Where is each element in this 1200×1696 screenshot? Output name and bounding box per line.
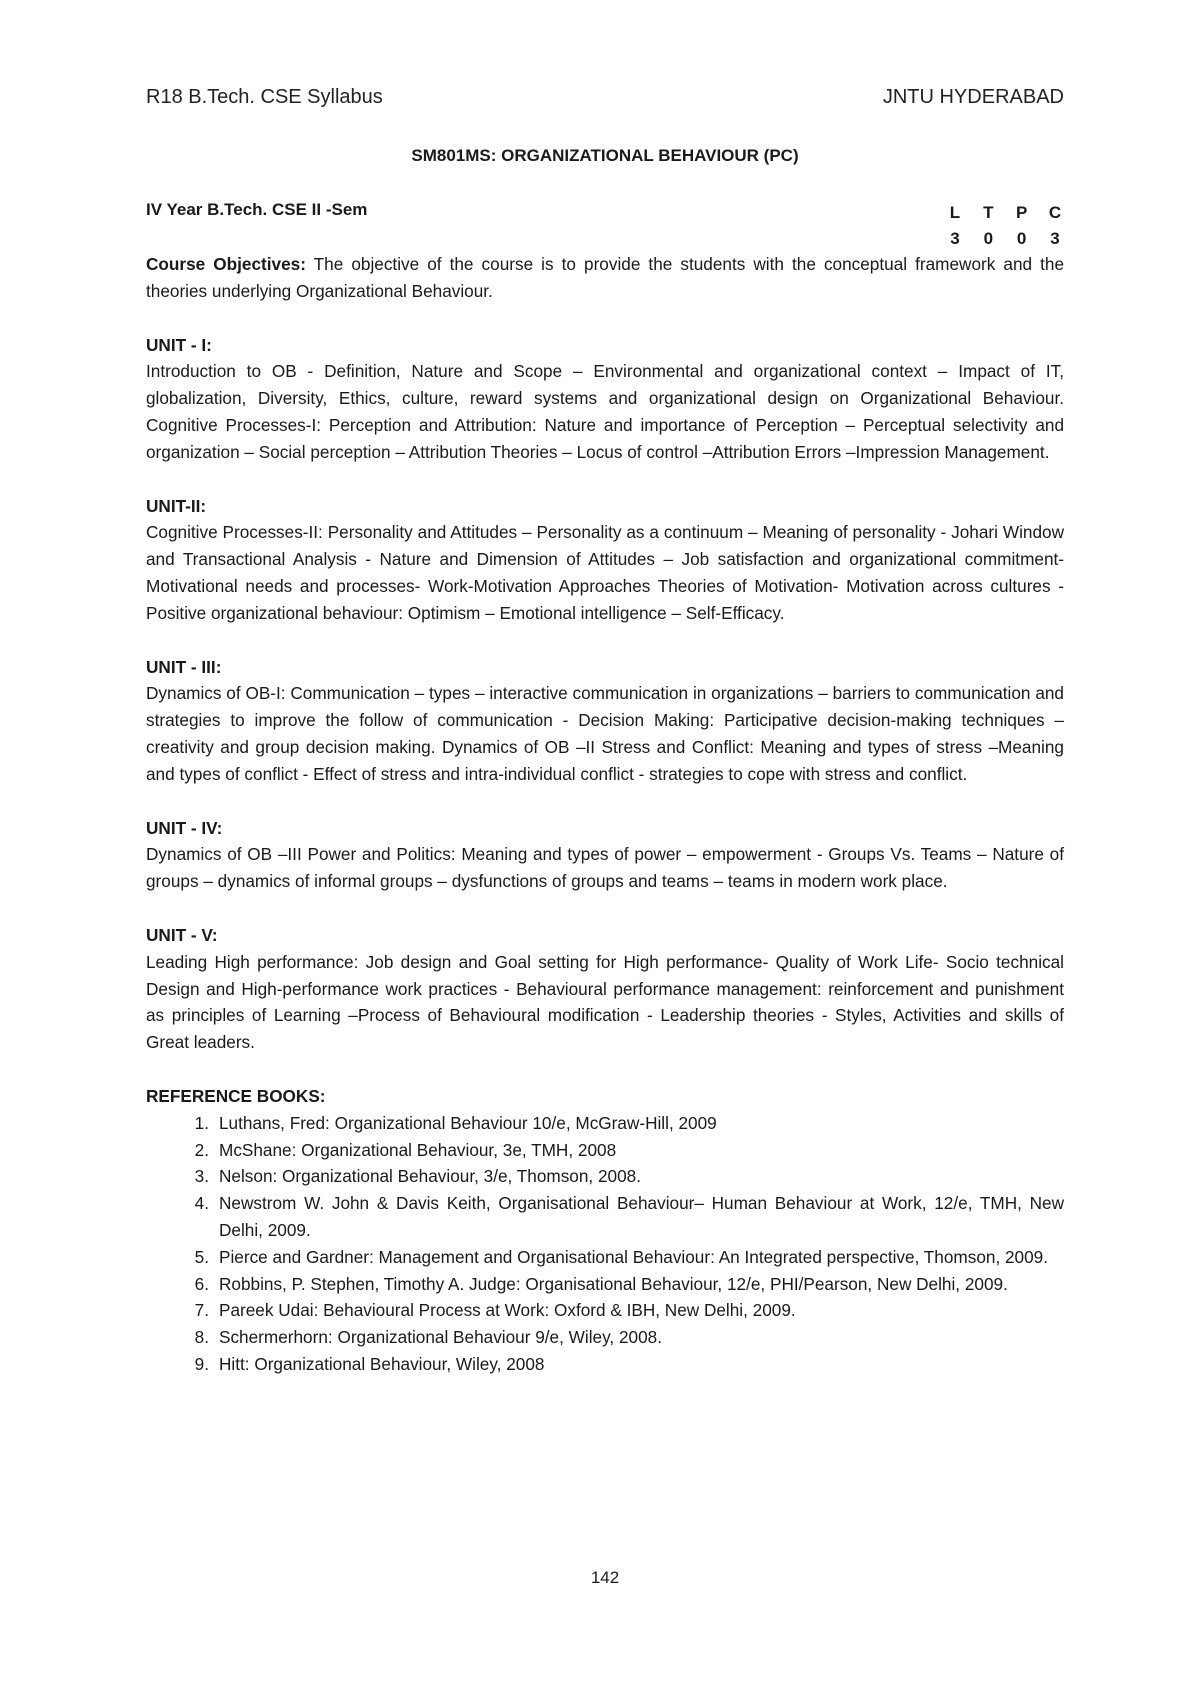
header-left: R18 B.Tech. CSE Syllabus: [146, 86, 383, 108]
reference-number: 3.: [194, 1166, 209, 1187]
unit-2: [146, 493, 1064, 627]
reference-number: 7.: [194, 1300, 209, 1321]
ltpc-label-l: L: [949, 203, 961, 222]
reference-number: 8.: [194, 1327, 209, 1348]
course-title: SM801MS: ORGANIZATIONAL BEHAVIOUR (PC): [411, 146, 799, 165]
reference-text: McShane: Organizational Behaviour, 3e, TMH, 2008: [219, 1139, 617, 1160]
reference-number: 5.: [194, 1246, 209, 1267]
unit-text: Dynamics of OB-I: Communication – types – interactive communication in organizations – barriers to communication and strategies to improve the follow of communication - Decision Making: Participative decision-making techniques – creativity and group decision making. Dynamics of OB –II Stress and Conflict: Meaning and types of stress –Meaning and types of conflict - Effect of stress and intra-individual conflict - strategies to cope with stress and conflict.: [146, 683, 1064, 784]
ltpc-label-t: T: [983, 203, 994, 222]
unit-text: Cognitive Processes-II: Personality and Attitudes – Personality as a continuum – Meaning of personality - Johari Window and Transactional Analysis - Nature and Dimension of Attitudes – Job satisfaction and organizational commitment-Motivational needs and processes- Work-Motivation Approaches Theories of Motivation- Motivation across cultures - Positive organizational behaviour: Optimism – Emotional intelligence – Self-Efficacy.: [146, 522, 1064, 623]
reference-text: Nelson: Organizational Behaviour, 3/e, Thomson, 2008.: [219, 1166, 641, 1187]
unit-heading: UNIT - III:: [146, 656, 222, 677]
objectives-label: Course Objectives:: [146, 254, 306, 274]
ltpc-value-l: 3: [950, 229, 960, 248]
reference-text: Newstrom W. John & Davis Keith, Organisational Behaviour– Human Behaviour at Work, 12/e, TMH, New Delhi, 2009.: [219, 1193, 1064, 1240]
unit-5: [146, 922, 1064, 1056]
reference-item: [194, 1163, 1064, 1190]
reference-item: [194, 1244, 1064, 1271]
unit-3: [146, 654, 1064, 788]
year-semester: IV Year B.Tech. CSE II -Sem: [146, 200, 368, 219]
reference-text: Robbins, P. Stephen, Timothy A. Judge: Organisational Behaviour, 12/e, PHI/Pearson, New Delhi, 2009.: [219, 1273, 1008, 1294]
unit-heading: UNIT - I:: [146, 334, 212, 355]
ltpc-table: [946, 200, 1064, 252]
reference-item: [194, 1137, 1064, 1164]
ltpc-labels: [946, 200, 1064, 226]
syllabus-content: [146, 251, 1064, 1378]
reference-text: Luthans, Fred: Organizational Behaviour 10/e, McGraw-Hill, 2009: [219, 1112, 717, 1133]
reference-item: [194, 1297, 1064, 1324]
reference-item: [194, 1324, 1064, 1351]
unit-heading: UNIT - IV:: [146, 817, 223, 838]
page-number: 142: [590, 1568, 620, 1587]
header-right: JNTU HYDERABAD: [882, 86, 1064, 108]
ltpc-values: [946, 226, 1064, 252]
ltpc-value-p: 0: [1016, 229, 1027, 248]
reference-text: Schermerhorn: Organizational Behaviour 9/e, Wiley, 2008.: [219, 1327, 662, 1348]
reference-item: [194, 1190, 1064, 1244]
objectives-text: The objective of the course is to provide the students with the conceptual framework and the theories underlying Organizational Behaviour.: [146, 254, 1065, 301]
reference-text: Hitt: Organizational Behaviour, Wiley, 2008: [219, 1353, 545, 1374]
references-heading: REFERENCE BOOKS:: [146, 1085, 326, 1106]
unit-text: Leading High performance: Job design and Goal setting for High performance- Quality of Work Life- Socio technical Design and High-performance work practices - Behavioural performance management: reinforcement and punishment as principles of Learning –Process of Behavioural modification - Leadership theories - Styles, Activities and skills of Great leaders.: [146, 951, 1064, 1053]
reference-text: Pareek Udai: Behavioural Process at Work: Oxford & IBH, New Delhi, 2009.: [219, 1300, 796, 1321]
reference-number: 1.: [194, 1112, 209, 1133]
ltpc-label-p: P: [1015, 203, 1028, 222]
unit-text: Introduction to OB - Definition, Nature and Scope – Environmental and organizational context – Impact of IT, globalization, Diversity, Ethics, culture, reward systems and organizational design on Organizational Behaviour. Cognitive Processes-I: Perception and Attribution: Nature and importance of Perception – Perceptual selectivity and organization – Social perception – Attribution Theories – Locus of control –Attribution Errors –Impression Management.: [146, 361, 1064, 462]
unit-heading: UNIT-II:: [146, 495, 207, 516]
reference-item: [194, 1271, 1064, 1298]
reference-number: 6.: [194, 1273, 209, 1294]
references-list: [146, 1110, 1064, 1378]
reference-number: 4.: [194, 1193, 209, 1214]
reference-number: 2.: [194, 1139, 209, 1160]
reference-item: [194, 1351, 1064, 1378]
unit-heading: UNIT - V:: [146, 924, 218, 945]
page-header: [146, 86, 1064, 109]
ltpc-label-c: C: [1048, 203, 1062, 222]
ltpc-value-t: 0: [983, 229, 994, 248]
unit-text: Dynamics of OB –III Power and Politics: Meaning and types of power – empowerment - Groups Vs. Teams – Nature of groups – dynamics of informal groups – dysfunctions of groups and teams – teams in modern work place.: [146, 844, 1064, 892]
ltpc-value-c: 3: [1050, 229, 1060, 248]
reference-item: [194, 1110, 1064, 1137]
course-objectives: [146, 251, 1064, 305]
reference-text: Pierce and Gardner: Management and Organisational Behaviour: An Integrated perspective, Thomson, 2009.: [219, 1246, 1049, 1267]
reference-number: 9.: [194, 1353, 209, 1374]
unit-1: [146, 332, 1064, 466]
unit-4: [146, 815, 1064, 895]
